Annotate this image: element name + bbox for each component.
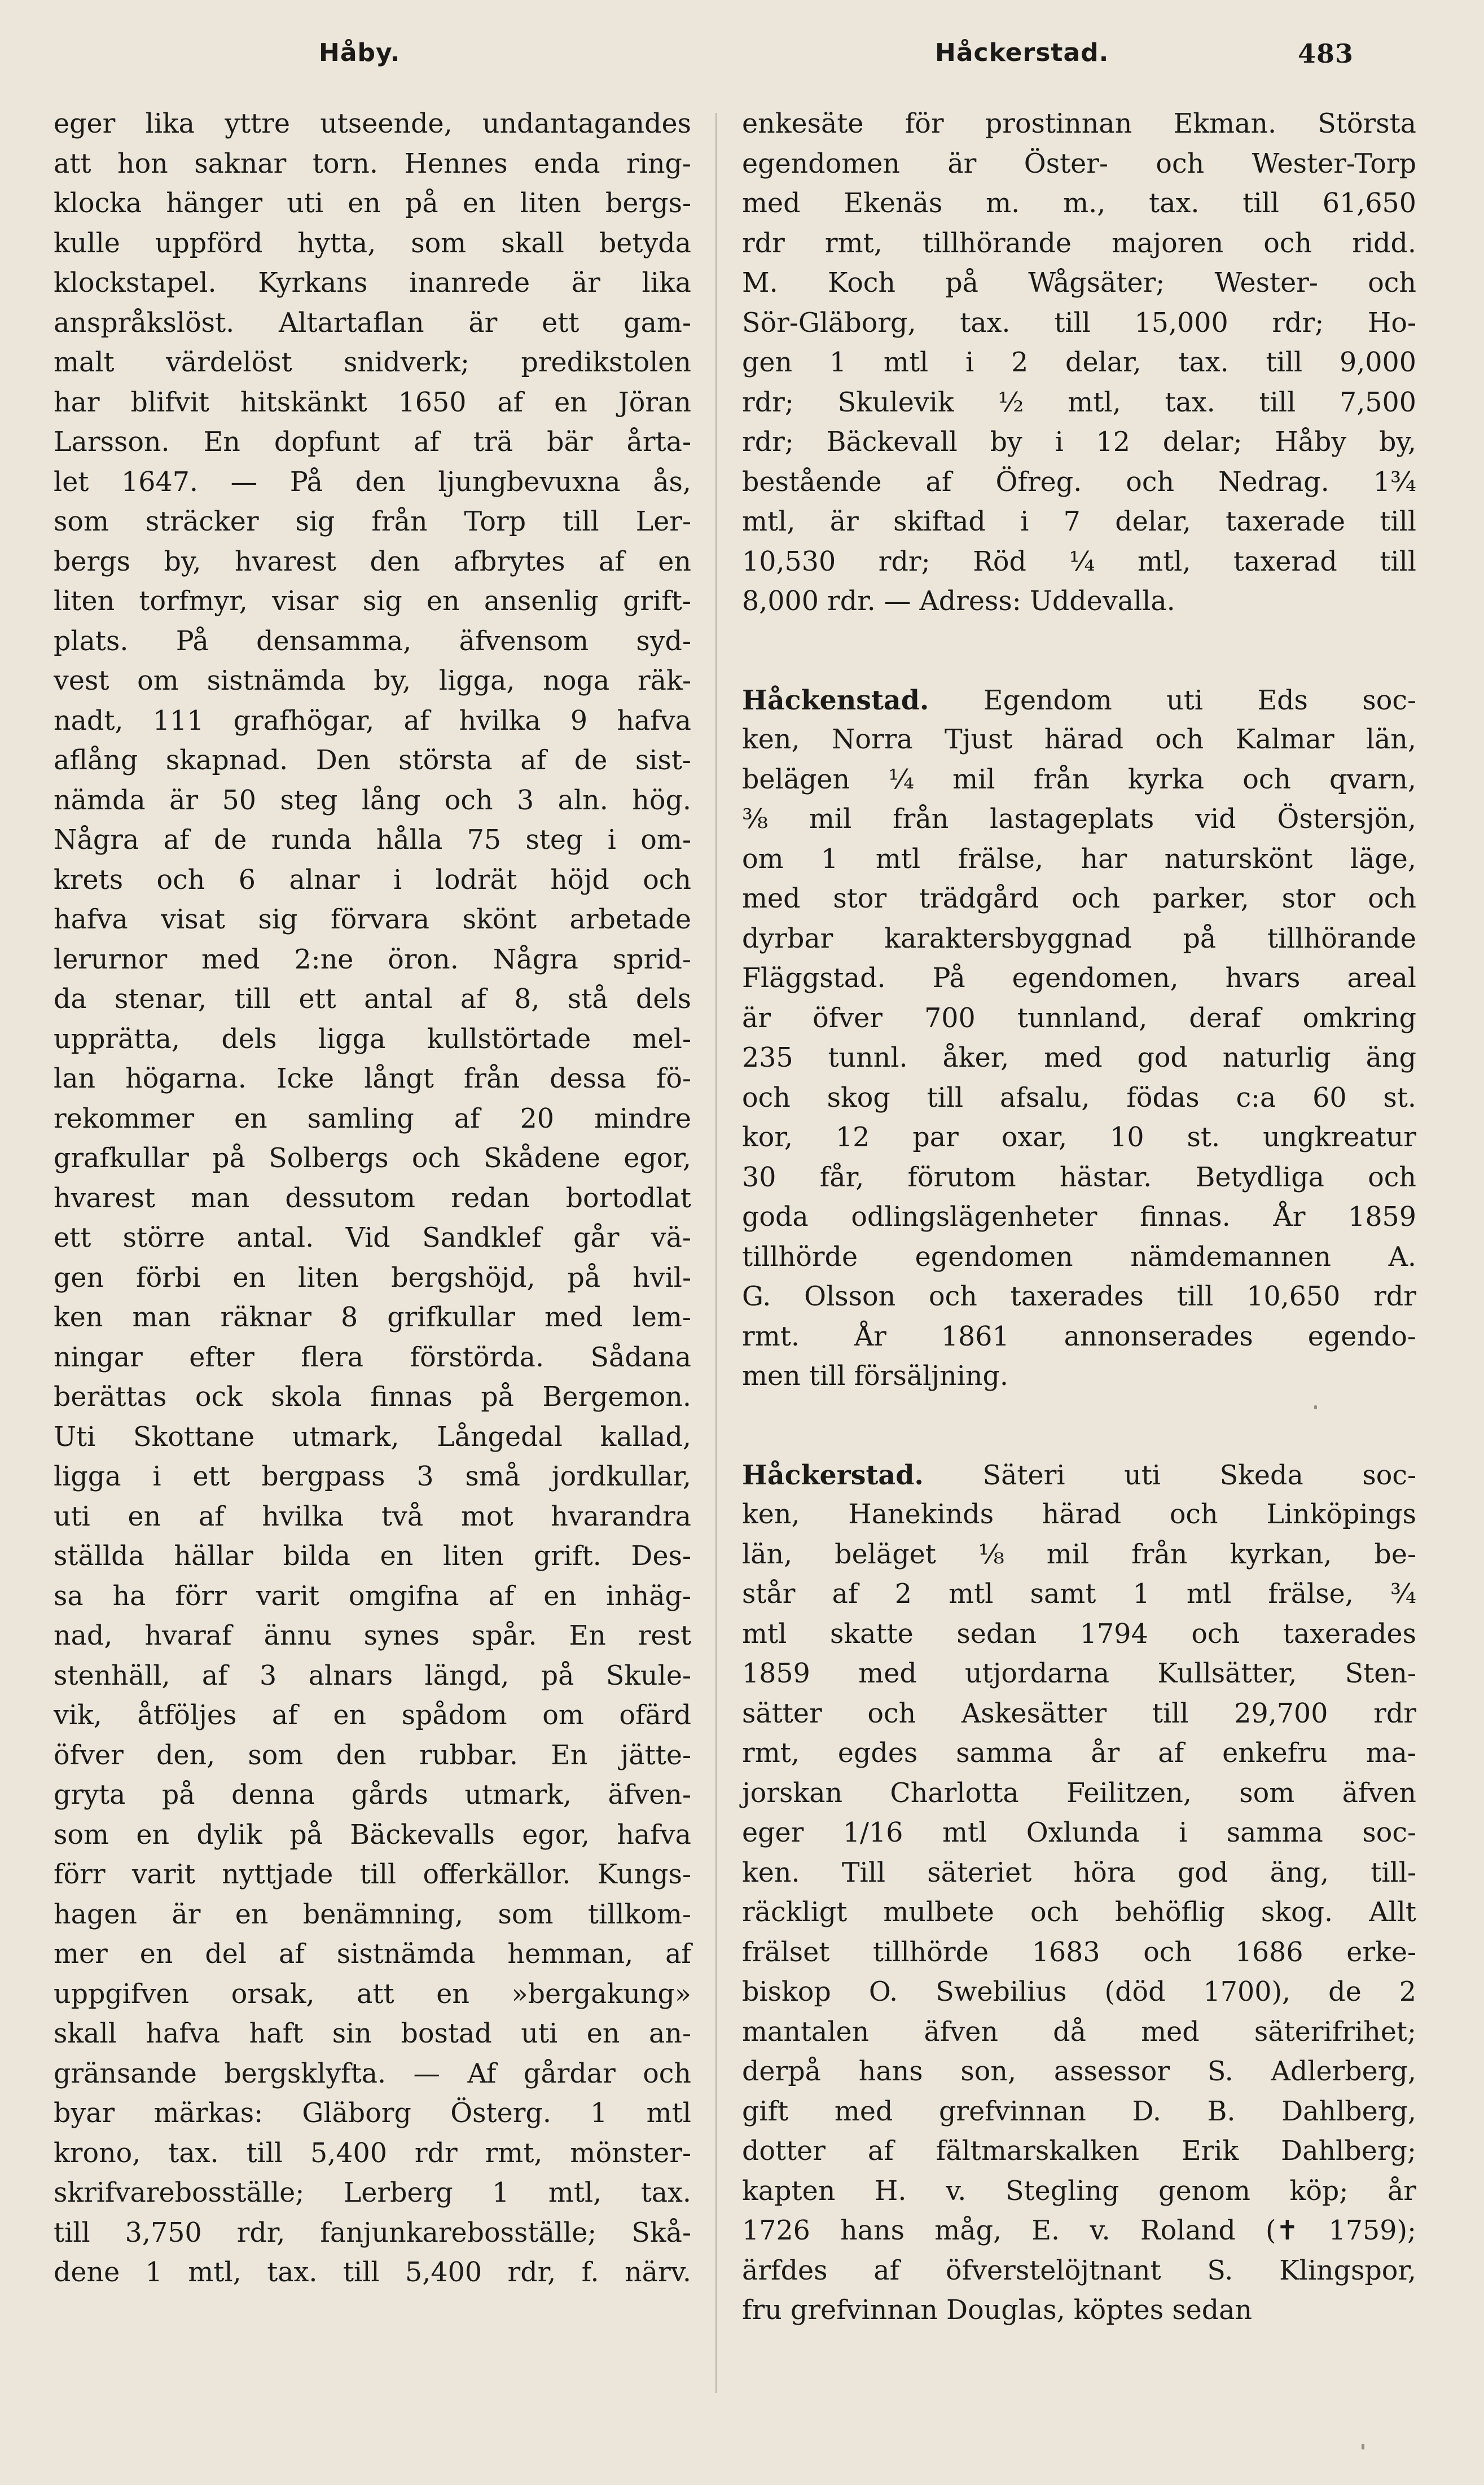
text-line: biskop O. Swebilius (död 1700), de 2 bbox=[742, 1976, 1416, 2008]
text-line: mer en del af sistnämda hemman, af bbox=[54, 1939, 691, 1970]
text-line bbox=[742, 681, 1416, 721]
entry-headword: Håckenstad. bbox=[742, 684, 929, 716]
text-line: gryta på denna gårds utmark, äfven- bbox=[54, 1780, 691, 1811]
text-line: frälset tillhörde 1683 och 1686 erke- bbox=[742, 1936, 1416, 1968]
entry-text: Säteri uti Skeda soc- bbox=[923, 1460, 1416, 1491]
entry-hackerstad bbox=[742, 1456, 1416, 2331]
text-line: Några af de runda hålla 75 steg i om- bbox=[54, 825, 691, 856]
text-line: 30 får, förutom hästar. Betydliga och bbox=[742, 1162, 1416, 1193]
print-speck bbox=[1362, 2444, 1364, 2449]
text-line: till 3,750 rdr, fanjunkarebosställe; Skå- bbox=[54, 2217, 691, 2249]
running-header bbox=[0, 38, 1484, 78]
text-line: som en dylik på Bäckevalls egor, hafva bbox=[54, 1819, 691, 1851]
text-line: ett större antal. Vid Sandklef går vä- bbox=[54, 1222, 691, 1254]
text-line: klockstapel. Kyrkans inanrede är lika bbox=[54, 268, 691, 299]
text-line: grafkullar på Solbergs och Skådene egor, bbox=[54, 1143, 691, 1174]
text-line: klocka hänger uti en på en liten bergs- bbox=[54, 188, 691, 219]
header-right-keyword: Håckerstad. bbox=[935, 38, 1109, 67]
text-line: kor, 12 par oxar, 10 st. ungkreatur bbox=[742, 1122, 1416, 1153]
text-line: rdr rmt, tillhörande majoren och ridd. bbox=[742, 227, 1416, 259]
text-line: bestående af Öfreg. och Nedrag. 1¾ bbox=[742, 466, 1416, 498]
text-line: hafva visat sig förvara skönt arbetade bbox=[54, 904, 691, 935]
text-line: let 1647. — På den ljungbevuxna ås, bbox=[54, 466, 691, 498]
text-line: 1726 hans måg, E. v. Roland (✝ 1759); bbox=[742, 2215, 1416, 2246]
text-line: gen 1 mtl i 2 delar, tax. till 9,000 bbox=[742, 347, 1416, 378]
text-line: eger 1/16 mtl Oxlunda i samma soc- bbox=[742, 1817, 1416, 1848]
text-line: skrifvarebosställe; Lerberg 1 mtl, tax. bbox=[54, 2177, 691, 2208]
text-line: da stenar, till ett antal af 8, stå dels bbox=[54, 984, 691, 1015]
text-line: fru grefvinnan Douglas, köptes sedan bbox=[742, 2295, 1253, 2326]
text-line: Sör-Gläborg, tax. till 15,000 rdr; Ho- bbox=[742, 307, 1416, 339]
entry-headword: Håckerstad. bbox=[742, 1459, 924, 1491]
text-line: ken man räknar 8 grifkullar med lem- bbox=[54, 1302, 691, 1333]
entry-continuation bbox=[742, 104, 1416, 622]
text-line: kulle uppförd hytta, som skall betyda bbox=[54, 227, 691, 259]
text-line: är öfver 700 tunnland, deraf omkring bbox=[742, 1002, 1416, 1034]
text-line: lan högarna. Icke långt från dessa fö- bbox=[54, 1063, 691, 1094]
text-line: plats. På densamma, äfvensom syd- bbox=[54, 625, 691, 657]
header-left-keyword: Håby. bbox=[319, 38, 401, 67]
text-line: dene 1 mtl, tax. till 5,400 rdr, f. närv. bbox=[54, 2257, 691, 2288]
column-divider bbox=[715, 113, 717, 2393]
text-line: hvarest man dessutom redan bortodlat bbox=[54, 1182, 691, 1214]
text-line: mantalen äfven då med säterifrihet; bbox=[742, 2016, 1416, 2048]
text-line: med Ekenäs m. m., tax. till 61,650 bbox=[742, 188, 1416, 219]
text-line: lerurnor med 2:ne öron. Några sprid- bbox=[54, 944, 691, 975]
text-line: om 1 mtl frälse, har naturskönt läge, bbox=[742, 843, 1416, 875]
text-line: eger lika yttre utseende, undantagandes bbox=[54, 108, 691, 139]
text-line: att hon saknar torn. Hennes enda ring- bbox=[54, 148, 691, 179]
text-line: Fläggstad. På egendomen, hvars areal bbox=[742, 963, 1416, 994]
text-line: hagen är en benämning, som tillkom- bbox=[54, 1899, 691, 1930]
text-line: Larsson. En dopfunt af trä bär årta- bbox=[54, 427, 691, 458]
text-line: rekommer en samling af 20 mindre bbox=[54, 1103, 691, 1134]
text-line: ken, Norra Tjust härad och Kalmar län, bbox=[742, 724, 1416, 755]
text-line: med stor trädgård och parker, stor och bbox=[742, 883, 1416, 914]
text-line: jorskan Charlotta Feilitzen, som äfven bbox=[742, 1777, 1416, 1809]
text-line: ken. Till säteriet höra god äng, till- bbox=[742, 1857, 1416, 1888]
text-line: ken, Hanekinds härad och Linköpings bbox=[742, 1499, 1416, 1530]
text-line: ⅜ mil från lastageplats vid Östersjön, bbox=[742, 804, 1416, 835]
text-line: räckligt mulbete och behöflig skog. Allt bbox=[742, 1897, 1416, 1928]
text-line: vik, åtföljes af en spådom om ofärd bbox=[54, 1700, 691, 1731]
text-line: nadt, 111 grafhögar, af hvilka 9 hafva bbox=[54, 705, 691, 737]
text-line: mtl skatte sedan 1794 och taxerades bbox=[742, 1618, 1416, 1650]
text-line: derpå hans son, assessor S. Adlerberg, bbox=[742, 2056, 1416, 2087]
text-line: ningar efter flera förstörda. Sådana bbox=[54, 1342, 691, 1373]
text-line: uti en af hvilka två mot hvarandra bbox=[54, 1501, 691, 1532]
text-line: berättas ock skola finnas på Bergemon. bbox=[54, 1382, 691, 1413]
left-column bbox=[54, 104, 691, 2293]
text-line: öfver den, som den rubbar. En jätte- bbox=[54, 1739, 691, 1771]
text-line: nad, hvaraf ännu synes spår. En rest bbox=[54, 1620, 691, 1651]
text-line: nämda är 50 steg lång och 3 aln. hög. bbox=[54, 784, 691, 816]
text-line: ligga i ett bergpass 3 små jordkullar, bbox=[54, 1461, 691, 1492]
text-line: Uti Skottane utmark, Långedal kallad, bbox=[54, 1421, 691, 1453]
page-number: 483 bbox=[1298, 38, 1354, 69]
text-line: egendomen är Öster- och Wester-Torp bbox=[742, 148, 1416, 179]
text-line: förr varit nyttjade till offerkällor. Kungs- bbox=[54, 1859, 691, 1890]
text-line: men till försäljning. bbox=[742, 1361, 1008, 1392]
text-line: vest om sistnämda by, ligga, noga räk- bbox=[54, 665, 691, 696]
text-line: tillhörde egendomen nämdemannen A. bbox=[742, 1241, 1416, 1273]
text-line: bergs by, hvarest den afbrytes af en bbox=[54, 546, 691, 577]
text-line: dyrbar karaktersbyggnad på tillhörande bbox=[742, 923, 1416, 954]
text-line: M. Koch på Wågsäter; Wester- och bbox=[742, 268, 1416, 299]
text-line: malt värdelöst snidverk; predikstolen bbox=[54, 347, 691, 378]
text-line: upprätta, dels ligga kullstörtade mel- bbox=[54, 1023, 691, 1055]
text-line: rdr; Bäckevall by i 12 delar; Håby by, bbox=[742, 427, 1416, 458]
text-line: enkesäte för prostinnan Ekman. Största bbox=[742, 108, 1416, 139]
text-line: liten torfmyr, visar sig en ansenlig grift- bbox=[54, 586, 691, 617]
text-line: belägen ¼ mil från kyrka och qvarn, bbox=[742, 764, 1416, 795]
text-line: 1859 med utjordarna Kullsätter, Sten- bbox=[742, 1658, 1416, 1689]
text-line: aflång skapnad. Den största af de sist- bbox=[54, 745, 691, 776]
print-speck bbox=[1314, 1405, 1317, 1409]
text-line: byar märkas: Gläborg Österg. 1 mtl bbox=[54, 2098, 691, 2129]
text-line: gift med grefvinnan D. B. Dahlberg, bbox=[742, 2096, 1416, 2127]
text-line: rmt. År 1861 annonserades egendo- bbox=[742, 1321, 1416, 1352]
text-line: och skog till afsalu, födas c:a 60 st. bbox=[742, 1082, 1416, 1114]
text-line: står af 2 mtl samt 1 mtl frälse, ¾ bbox=[742, 1579, 1416, 1610]
text-line: anspråkslöst. Altartaflan är ett gam- bbox=[54, 307, 691, 339]
text-line: län, beläget ⅛ mil från kyrkan, be- bbox=[742, 1539, 1416, 1570]
text-line: G. Olsson och taxerades till 10,650 rdr bbox=[742, 1281, 1416, 1312]
text-line: gränsande bergsklyfta. — Af gårdar och bbox=[54, 2058, 691, 2089]
text-line: sa ha förr varit omgifna af en inhäg- bbox=[54, 1580, 691, 1612]
text-line: dotter af fältmarskalken Erik Dahlberg; bbox=[742, 2136, 1416, 2167]
text-line: skall hafva haft sin bostad uti en an- bbox=[54, 2018, 691, 2049]
entry-gap bbox=[742, 622, 1416, 681]
text-line: rmt, egdes samma år af enkefru ma- bbox=[742, 1738, 1416, 1769]
text-line: har blifvit hitskänkt 1650 af en Jöran bbox=[54, 387, 691, 418]
text-line: uppgifven orsak, att en »bergakung» bbox=[54, 1978, 691, 2010]
entry-hackenstad bbox=[742, 681, 1416, 1397]
text-line: 235 tunnl. åker, med god naturlig äng bbox=[742, 1042, 1416, 1073]
text-line: som sträcker sig från Torp till Ler- bbox=[54, 506, 691, 537]
text-line: goda odlingslägenheter finnas. År 1859 bbox=[742, 1202, 1416, 1233]
text-line: 8,000 rdr. — Adress: Uddevalla. bbox=[742, 586, 1175, 617]
text-line: sätter och Askesätter till 29,700 rdr bbox=[742, 1698, 1416, 1729]
text-line: krono, tax. till 5,400 rdr rmt, mönster- bbox=[54, 2137, 691, 2169]
text-line: 10,530 rdr; Röd ¼ mtl, taxerad till bbox=[742, 546, 1416, 577]
text-line: krets och 6 alnar i lodrät höjd och bbox=[54, 864, 691, 896]
text-line: ställda hällar bilda en liten grift. Des- bbox=[54, 1541, 691, 1572]
right-column bbox=[742, 104, 1416, 2331]
text-line bbox=[742, 1456, 1416, 1496]
entry-text: Egendom uti Eds soc- bbox=[929, 685, 1416, 716]
text-line: rdr; Skulevik ½ mtl, tax. till 7,500 bbox=[742, 387, 1416, 418]
text-line: gen förbi en liten bergshöjd, på hvil- bbox=[54, 1262, 691, 1294]
text-line: mtl, är skiftad i 7 delar, taxerade till bbox=[742, 506, 1416, 537]
text-line: stenhäll, af 3 alnars längd, på Skule- bbox=[54, 1660, 691, 1691]
text-line: kapten H. v. Stegling genom köp; år bbox=[742, 2175, 1416, 2207]
text-line: ärfdes af öfverstelöjtnant S. Klingspor, bbox=[742, 2255, 1416, 2286]
